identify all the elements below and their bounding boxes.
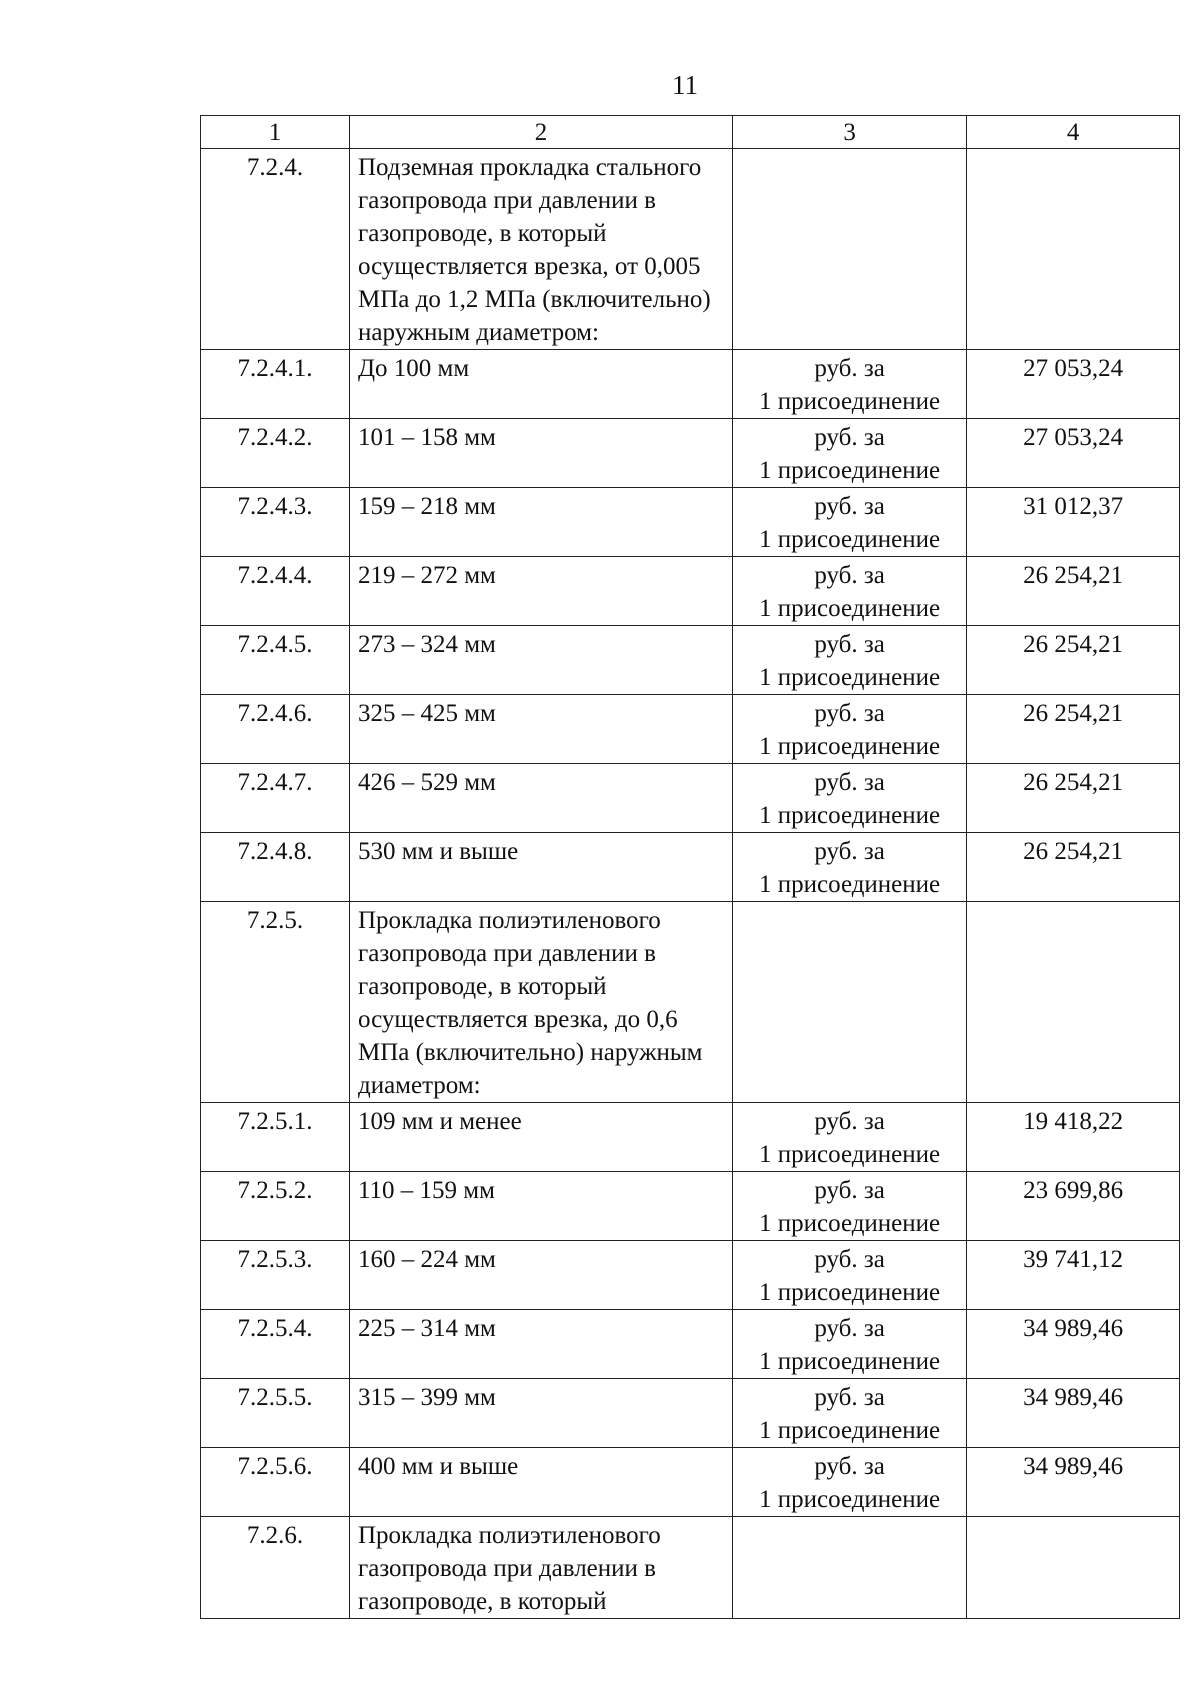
- row-price: 34 989,46: [967, 1379, 1180, 1448]
- unit-line-2: 1 присоединение: [759, 457, 941, 484]
- table-header-row: [201, 116, 1180, 149]
- header-col-4: 4: [967, 116, 1180, 149]
- row-code: 7.2.5.3.: [201, 1241, 350, 1310]
- unit-line-1: руб. за: [814, 1246, 885, 1273]
- row-price: 26 254,21: [967, 557, 1180, 626]
- row-name: 225 – 314 мм: [349, 1310, 732, 1379]
- row-name: 160 – 224 мм: [349, 1241, 732, 1310]
- row-price: 26 254,21: [967, 833, 1180, 902]
- row-code: 7.2.6.: [201, 1517, 350, 1619]
- header-col-2: 2: [349, 116, 732, 149]
- unit-line-1: руб. за: [814, 1177, 885, 1204]
- row-price: [967, 902, 1180, 1103]
- table-row: [201, 1517, 1180, 1619]
- row-code: 7.2.5.6.: [201, 1448, 350, 1517]
- unit-line-1: руб. за: [814, 1453, 885, 1480]
- unit-line-2: 1 присоединение: [759, 595, 941, 622]
- row-unit: [733, 488, 967, 557]
- unit-line-2: 1 присоединение: [759, 388, 941, 415]
- row-price: 26 254,21: [967, 626, 1180, 695]
- tariff-table: [200, 115, 1180, 1619]
- row-name: 530 мм и выше: [349, 833, 732, 902]
- row-unit: [733, 902, 967, 1103]
- row-unit: [733, 833, 967, 902]
- table-row: [201, 1241, 1180, 1310]
- row-unit: [733, 1448, 967, 1517]
- row-price: 26 254,21: [967, 695, 1180, 764]
- table-row: [201, 1379, 1180, 1448]
- unit-line-2: 1 присоединение: [759, 526, 941, 553]
- row-name: 400 мм и выше: [349, 1448, 732, 1517]
- row-unit: [733, 350, 967, 419]
- header-col-1: 1: [201, 116, 350, 149]
- row-name: 110 – 159 мм: [349, 1172, 732, 1241]
- unit-line-1: руб. за: [814, 493, 885, 520]
- unit-line-2: 1 присоединение: [759, 802, 941, 829]
- table-row: [201, 902, 1180, 1103]
- row-code: 7.2.4.1.: [201, 350, 350, 419]
- row-name: Подземная прокладка стального газопровода при давлении в газопроводе, в который осуществляется врезка, от 0,005 МПа до 1,2 МПа (включительно) наружным диаметром:: [349, 149, 732, 350]
- row-unit: [733, 1241, 967, 1310]
- row-name: 426 – 529 мм: [349, 764, 732, 833]
- row-unit: [733, 1103, 967, 1172]
- table-row: [201, 419, 1180, 488]
- row-code: 7.2.5.4.: [201, 1310, 350, 1379]
- row-name: 315 – 399 мм: [349, 1379, 732, 1448]
- row-code: 7.2.4.2.: [201, 419, 350, 488]
- row-code: 7.2.5.1.: [201, 1103, 350, 1172]
- row-name: 159 – 218 мм: [349, 488, 732, 557]
- row-price: [967, 149, 1180, 350]
- unit-line-1: руб. за: [814, 1108, 885, 1135]
- row-price: 26 254,21: [967, 764, 1180, 833]
- table-row: [201, 626, 1180, 695]
- unit-line-2: 1 присоединение: [759, 1486, 941, 1513]
- table-row: [201, 488, 1180, 557]
- row-unit: [733, 419, 967, 488]
- unit-line-1: руб. за: [814, 562, 885, 589]
- unit-line-1: руб. за: [814, 1384, 885, 1411]
- row-price: 39 741,12: [967, 1241, 1180, 1310]
- unit-line-1: руб. за: [814, 700, 885, 727]
- row-code: 7.2.5.: [201, 902, 350, 1103]
- row-code: 7.2.4.3.: [201, 488, 350, 557]
- page-number: 11: [672, 70, 698, 100]
- unit-line-2: 1 присоединение: [759, 733, 941, 760]
- row-code: 7.2.4.: [201, 149, 350, 350]
- row-unit: [733, 764, 967, 833]
- unit-line-2: 1 присоединение: [759, 1348, 941, 1375]
- table-row: [201, 833, 1180, 902]
- row-name: 101 – 158 мм: [349, 419, 732, 488]
- row-price: 19 418,22: [967, 1103, 1180, 1172]
- unit-line-2: 1 присоединение: [759, 871, 941, 898]
- row-price: 23 699,86: [967, 1172, 1180, 1241]
- row-code: 7.2.4.5.: [201, 626, 350, 695]
- row-code: 7.2.5.5.: [201, 1379, 350, 1448]
- unit-line-1: руб. за: [814, 1315, 885, 1342]
- row-unit: [733, 626, 967, 695]
- header-col-3: 3: [733, 116, 967, 149]
- row-name: Прокладка полиэтиленового газопровода при давлении в газопроводе, в который: [349, 1517, 732, 1619]
- row-price: 34 989,46: [967, 1448, 1180, 1517]
- table-row: [201, 557, 1180, 626]
- row-code: 7.2.4.7.: [201, 764, 350, 833]
- table-row: [201, 1172, 1180, 1241]
- unit-line-1: руб. за: [814, 769, 885, 796]
- table-row: [201, 764, 1180, 833]
- table-row: [201, 1448, 1180, 1517]
- unit-line-1: руб. за: [814, 424, 885, 451]
- row-price: 27 053,24: [967, 419, 1180, 488]
- row-name: 325 – 425 мм: [349, 695, 732, 764]
- row-unit: [733, 1172, 967, 1241]
- row-name: 109 мм и менее: [349, 1103, 732, 1172]
- unit-line-1: руб. за: [814, 631, 885, 658]
- unit-line-2: 1 присоединение: [759, 1279, 941, 1306]
- unit-line-2: 1 присоединение: [759, 1210, 941, 1237]
- unit-line-2: 1 присоединение: [759, 1141, 941, 1168]
- row-name: Прокладка полиэтиленового газопровода при давлении в газопроводе, в который осуществляется врезка, до 0,6 МПа (включительно) наружным диаметром:: [349, 902, 732, 1103]
- row-unit: [733, 557, 967, 626]
- row-unit: [733, 149, 967, 350]
- table-row: [201, 149, 1180, 350]
- row-unit: [733, 1517, 967, 1619]
- row-unit: [733, 1310, 967, 1379]
- table-row: [201, 350, 1180, 419]
- unit-line-2: 1 присоединение: [759, 664, 941, 691]
- row-unit: [733, 695, 967, 764]
- row-price: 27 053,24: [967, 350, 1180, 419]
- unit-line-1: руб. за: [814, 355, 885, 382]
- row-price: [967, 1517, 1180, 1619]
- row-code: 7.2.4.6.: [201, 695, 350, 764]
- table-row: [201, 1310, 1180, 1379]
- row-price: 34 989,46: [967, 1310, 1180, 1379]
- table-row: [201, 1103, 1180, 1172]
- row-code: 7.2.5.2.: [201, 1172, 350, 1241]
- row-unit: [733, 1379, 967, 1448]
- unit-line-1: руб. за: [814, 838, 885, 865]
- row-code: 7.2.4.4.: [201, 557, 350, 626]
- row-code: 7.2.4.8.: [201, 833, 350, 902]
- row-name: До 100 мм: [349, 350, 732, 419]
- row-name: 273 – 324 мм: [349, 626, 732, 695]
- unit-line-2: 1 присоединение: [759, 1417, 941, 1444]
- row-name: 219 – 272 мм: [349, 557, 732, 626]
- table-row: [201, 695, 1180, 764]
- row-price: 31 012,37: [967, 488, 1180, 557]
